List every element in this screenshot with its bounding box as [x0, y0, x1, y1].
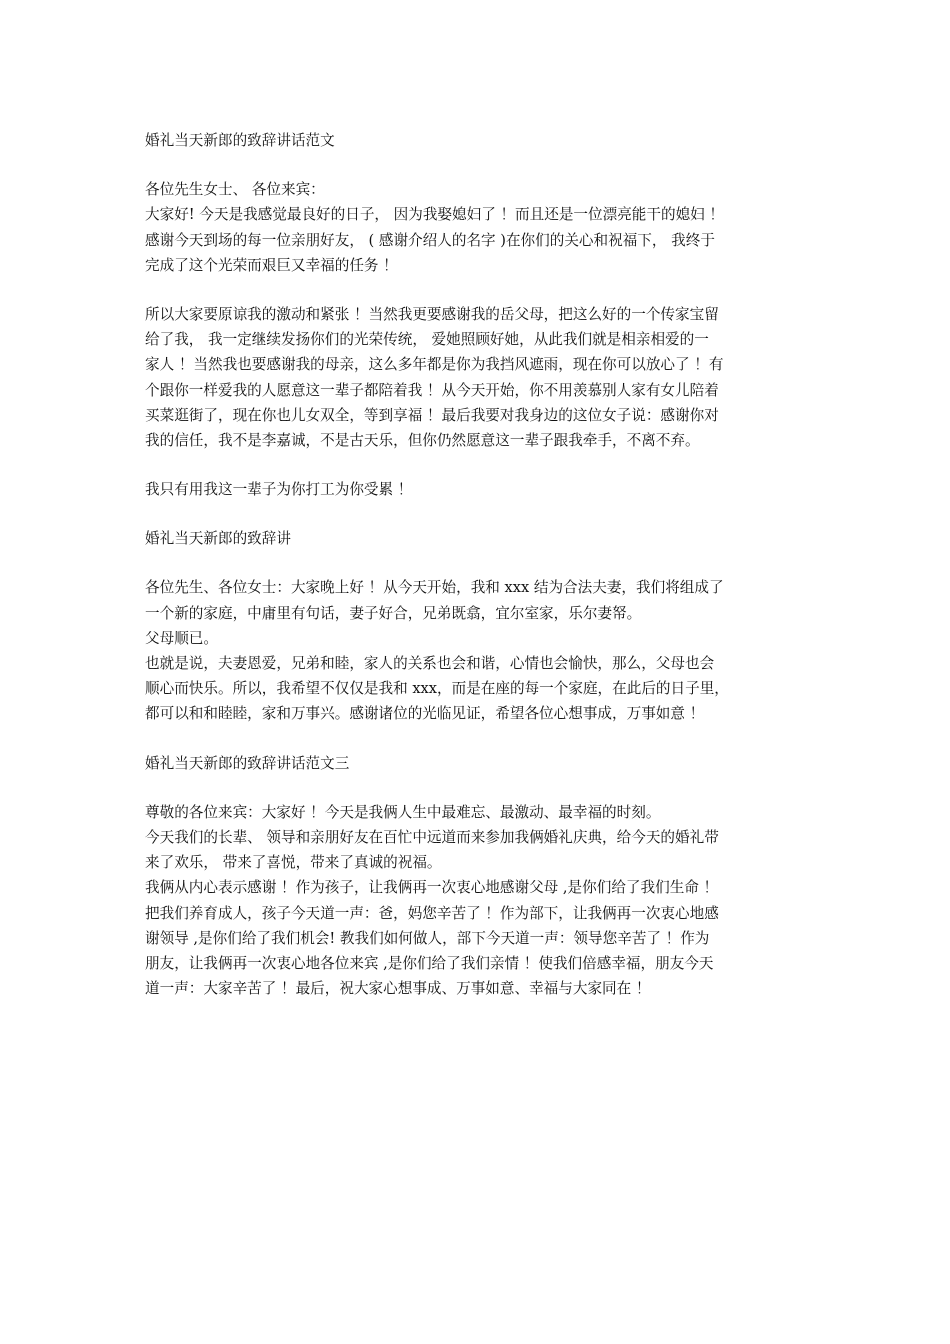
section1-salutation: 各位先生女士、 各位来宾：	[145, 181, 325, 199]
document-body	[145, 128, 825, 1001]
section1-title: 婚礼当天新郎的致辞讲话范文	[145, 132, 335, 149]
paragraph-line: 一个新的家庭，中庸里有句话，妻子好合，兄弟既翕，宜尔室家，乐尔妻帑。	[145, 604, 642, 622]
paragraph-line: 顺心而快乐。所以，我希望不仅仅是我和 xxx，而是在座的每一个家庭，在此后的日子里，	[145, 680, 729, 698]
paragraph-line: 大家好! 今天是我感觉最良好的日子， 因为我娶媳妇了 ！而且还是一位漂亮能干的媳妇 ！	[145, 206, 724, 224]
section1-paragraph-1	[145, 202, 825, 278]
paragraph-line: 谢领导 ,是你们给了我们机会! 教我们如何做人，部下今天道一声：领导您辛苦了 ！作为	[145, 929, 710, 947]
paragraph-line: 个跟你一样爱我的人愿意这一辈子都陪着我 ！从今天开始，你不用羡慕别人家有女儿陪着	[145, 381, 719, 399]
paragraph-line: 我俩从内心表示感谢 ！作为孩子，让我俩再一次衷心地感谢父母 ,是你们给了我们生命 ！	[145, 879, 719, 897]
paragraph-line: 也就是说，夫妻恩爱，兄弟和睦，家人的关系也会和谐，心情也会愉快，那么，父母也会	[145, 655, 715, 672]
paragraph-line: 父母顺已。	[145, 629, 218, 647]
section3-paragraph	[145, 800, 825, 1002]
paragraph-line: 尊敬的各位来宾：大家好 ！今天是我俩人生中最难忘、最激动、最幸福的时刻。	[145, 803, 661, 821]
paragraph-line: 今天我们的长辈、 领导和亲朋好友在百忙中远道而来参加我俩婚礼庆典，给今天的婚礼带	[145, 828, 719, 846]
paragraph-line: 来了欢乐， 带来了喜悦，带来了真诚的祝福。	[145, 854, 442, 872]
paragraph-line: 我的信任，我不是李嘉诚，不是古天乐，但你仍然愿意这一辈子跟我牵手，不离不弃。	[145, 431, 700, 449]
paragraph-line: 完成了这个光荣而艰巨又幸福的任务 ！	[145, 256, 398, 274]
section2-title: 婚礼当天新郎的致辞讲	[145, 530, 291, 548]
paragraph-line: 各位先生、各位女士：大家晚上好 ！从今天开始，我和 xxx 结为合法夫妻，我们将组成了	[145, 579, 724, 597]
section1-paragraph-3: 我只有用我这一辈子为你打工为你受累 ！	[145, 481, 413, 499]
paragraph-line: 都可以和和睦睦，家和万事兴。感谢诸位的光临见证，希望各位心想事成，万事如意 ！	[145, 705, 705, 723]
paragraph-line: 朋友，让我俩再一次衷心地各位来宾 ,是你们给了我们亲情 ！使我们倍感幸福，朋友今天	[145, 954, 714, 972]
section2-paragraph	[145, 575, 825, 726]
paragraph-line: 把我们养育成人，孩子今天道一声：爸，妈您辛苦了 ！作为部下，让我俩再一次衷心地感	[145, 904, 719, 922]
section1-paragraph-2	[145, 302, 825, 453]
paragraph-line: 给了我， 我一定继续发扬你们的光荣传统， 爱她照顾好她，从此我们就是相亲相爱的一	[145, 331, 709, 349]
section3-title: 婚礼当天新郎的致辞讲话范文三	[145, 754, 350, 772]
paragraph-line: 道一声：大家辛苦了 ！最后，祝大家心想事成、万事如意、幸福与大家同在 ！	[145, 980, 651, 998]
paragraph-line: 家人 ！当然我也要感谢我的母亲，这么多年都是你为我挡风遮雨，现在你可以放心了 ！有	[145, 356, 724, 374]
paragraph-line: 买菜逛街了，现在你也儿女双全，等到享福 ！最后我要对我身边的这位女子说：感谢你对	[145, 406, 719, 424]
paragraph-line: 感谢今天到场的每一位亲朋好友， ( 感谢介绍人的名字 )在你们的关心和祝福下， 我终于	[145, 231, 715, 249]
paragraph-line: 所以大家要原谅我的激动和紧张 ！当然我更要感谢我的岳父母，把这么好的一个传家宝留	[145, 305, 719, 323]
